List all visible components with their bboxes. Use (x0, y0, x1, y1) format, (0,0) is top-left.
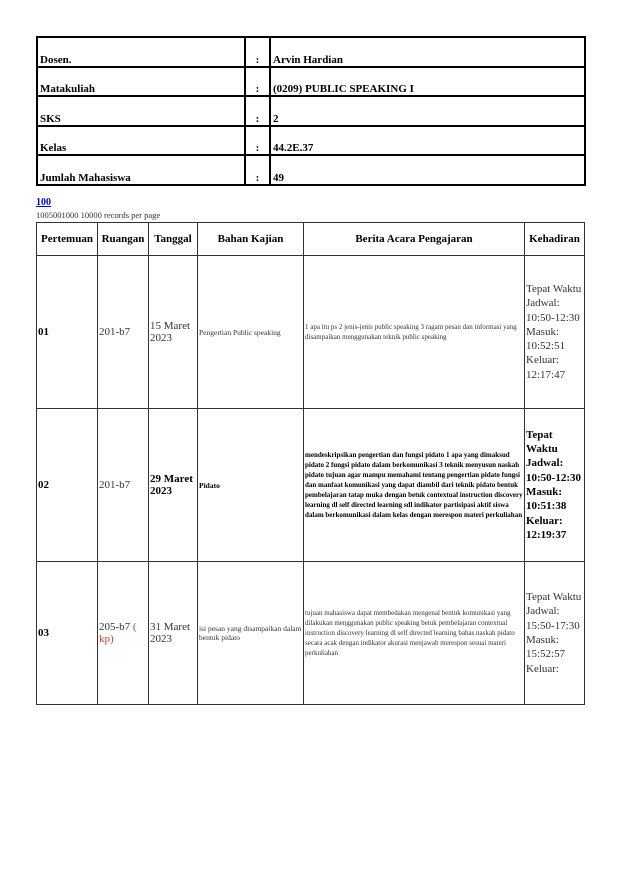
kehadiran-status: Tepat Waktu (526, 591, 582, 604)
table-row (37, 562, 585, 705)
info-separator: : (245, 155, 270, 185)
column-header-berita-acara: Berita Acara Pengajaran (304, 223, 525, 256)
info-row-kelas (37, 126, 585, 156)
column-header-pertemuan: Pertemuan (37, 223, 98, 256)
info-separator: : (245, 37, 270, 67)
column-header-kehadiran: Kehadiran (525, 223, 585, 256)
teaching-log-table (36, 222, 585, 705)
kehadiran-status: Tepat Waktu (526, 428, 558, 456)
info-label: Kelas (37, 126, 245, 156)
ruangan-code: 205-b7 (99, 621, 131, 633)
cell-ruangan (98, 256, 149, 409)
cell-bahan-kajian: Pidato (198, 409, 304, 562)
info-value: 44.2E.37 (270, 126, 585, 156)
table-header-row (37, 223, 585, 256)
cell-pertemuan: 02 (37, 409, 98, 562)
kehadiran-masuk: Masuk: 10:52:51 (526, 325, 566, 353)
records-per-page-link[interactable]: 100 (36, 197, 51, 208)
column-header-ruangan: Ruangan (98, 223, 149, 256)
cell-kehadiran (525, 409, 585, 562)
cell-tanggal: 29 Maret 2023 (149, 409, 198, 562)
ruangan-code: 201-b7 (99, 479, 131, 491)
cell-bahan-kajian: isi pesan yang disampaikan dalam bentuk pidato (198, 562, 304, 705)
cell-tanggal: 15 Maret 2023 (149, 256, 198, 409)
info-separator: : (245, 67, 270, 97)
records-per-page-options[interactable]: 1005001000 10000 records per page (36, 210, 161, 220)
kehadiran-jadwal: Jadwal: 10:50-12:30 (526, 457, 581, 484)
cell-bahan-kajian: Pengertian Public speaking (198, 256, 304, 409)
kehadiran-keluar: Keluar: 12:19:37 (526, 514, 567, 541)
info-label: SKS (37, 96, 245, 126)
info-row-dosen (37, 37, 585, 67)
info-label: Dosen. (37, 37, 245, 67)
cell-tanggal: 31 Maret 2023 (149, 562, 198, 705)
kehadiran-jadwal: Jadwal: 15:50-17:30 (526, 605, 580, 632)
cell-berita-acara: 1 apa itu ps 2 jenis-jenis public speaking 3 ragam pesan dan informasi yang disampaikan menggunakan teknik public speaking (304, 256, 525, 409)
cell-berita-acara: mendeskripsikan pengertian dan fungsi pidato 1 apa yang dimaksud pidato 2 fungsi pidato dalam berkomunikasi 3 teknik menyusun naskah pidato tujuan agar mampu memahami tentang pengertian pidato fungsi dan manfaat komunikasi yang dapat diambil dari teknik pidato bentuk pembelajaran tatap muka dengan betuk contextual instruction discovery learning dl self directed learning sdl indikator partisipasi aktif siswa dalam berkomunikasi dalam kelas dengan merespon materi perkuliahan (304, 409, 525, 562)
course-info-table (36, 36, 586, 186)
cell-berita-acara: tujuan mahasiswa dapat membedakan mengenal bentuk komunikasi yang dilakukan menggunakan public speaking betuk pembelajaran contextual instruction discovery learning dl self directed learning bahas naskah pidato secara acak dengan indikator akurasi menjawab merespon sesuai materi perkuliahan (304, 562, 525, 705)
info-value: 2 (270, 96, 585, 126)
ruangan-code: 201-b7 (99, 326, 131, 338)
table-row (37, 256, 585, 409)
table-row (37, 409, 585, 562)
info-separator: : (245, 126, 270, 156)
cell-kehadiran (525, 562, 585, 705)
ruangan-tag: ( kp) (99, 621, 137, 645)
kehadiran-keluar: Keluar: 12:17:47 (526, 354, 566, 381)
cell-kehadiran (525, 256, 585, 409)
column-header-tanggal: Tanggal (149, 223, 198, 256)
kehadiran-status: Tepat Waktu (526, 282, 582, 295)
cell-ruangan (98, 409, 149, 562)
info-value: Arvin Hardian (270, 37, 585, 67)
info-value: (0209) PUBLIC SPEAKING I (270, 67, 585, 97)
kehadiran-keluar: Keluar: (526, 662, 559, 675)
kehadiran-masuk: Masuk: 15:52:57 (526, 634, 566, 661)
kehadiran-masuk: Masuk: 10:51:38 (526, 486, 567, 513)
info-separator: : (245, 96, 270, 126)
info-label: Matakuliah (37, 67, 245, 97)
info-value: 49 (270, 155, 585, 185)
info-row-sks (37, 96, 585, 126)
info-row-matakuliah (37, 67, 585, 97)
cell-pertemuan: 01 (37, 256, 98, 409)
column-header-bahan-kajian: Bahan Kajian (198, 223, 304, 256)
cell-ruangan (98, 562, 149, 705)
cell-pertemuan: 03 (37, 562, 98, 705)
info-row-jumlah-mahasiswa (37, 155, 585, 185)
kehadiran-jadwal: Jadwal: 10:50-12:30 (526, 297, 580, 324)
info-label: Jumlah Mahasiswa (37, 155, 245, 185)
